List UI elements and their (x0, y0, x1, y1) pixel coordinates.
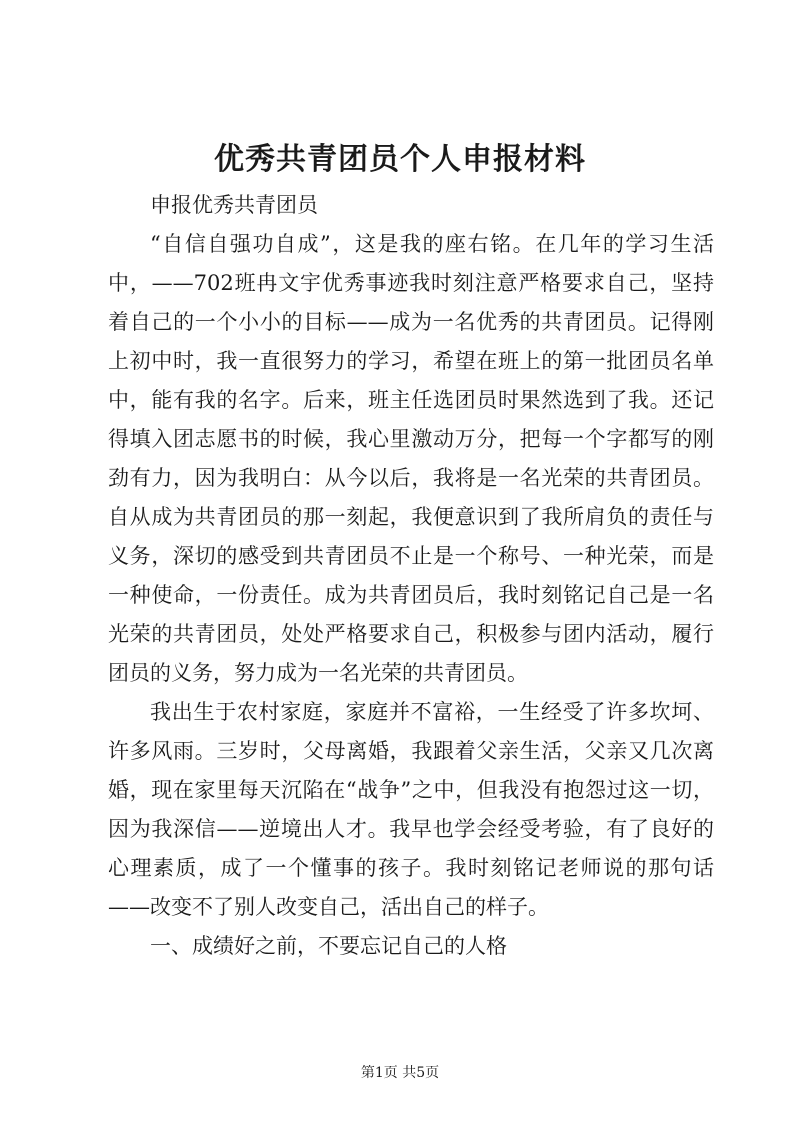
paragraph-motto: “自信自强功自成”，这是我的座右铭。在几年的学习生活中，——702班冉文宇优秀事迹我时刻注意严格要求自己，坚持着自己的一个小小的目标——成为一名优秀的共青团员。记得刚上初中时，我一直很努力的学习，希望在班上的第一批团员名单中，能有我的名字。后来，班主任选团员时果然选到了我。还记得填入团志愿书的时候，我心里激动万分，把每一个字都写的刚劲有力，因为我明白：从今以后，我将是一名光荣的共青团员。自从成为共青团员的那一刻起，我便意识到了我所肩负的责任与义务，深切的感受到共青团员不止是一个称号、一种光荣，而是一种使命，一份责任。成为共青团员后，我时刻铭记自己是一名光荣的共青团员，处处严格要求自己，积极参与团内活动，履行团员的义务，努力成为一名光荣的共青团员。 (108, 232, 714, 685)
paragraph-family: 我出生于农村家庭，家庭并不富裕，一生经受了许多坎坷、许多风雨。三岁时，父母离婚，我跟着父亲生活，父亲又几次离婚，现在家里每天沉陷在“战争”之中，但我没有抱怨过这一切，因为我深信——逆境出人才。我早也学会经受考验，有了良好的心理素质，成了一个懂事的孩子。我时刻铭记老师说的那句话——改变不了别人改变自己，活出自己的样子。 (108, 700, 714, 919)
document-title: 优秀共青团员个人申报材料 (214, 142, 586, 177)
paragraph-subtitle: 申报优秀共青团员 (150, 193, 318, 217)
page-footer: 第1页 共5页 (360, 1065, 440, 1081)
document-body (108, 186, 714, 966)
paragraph-section-heading: 一、成绩好之前，不要忘记自己的人格 (150, 934, 507, 958)
